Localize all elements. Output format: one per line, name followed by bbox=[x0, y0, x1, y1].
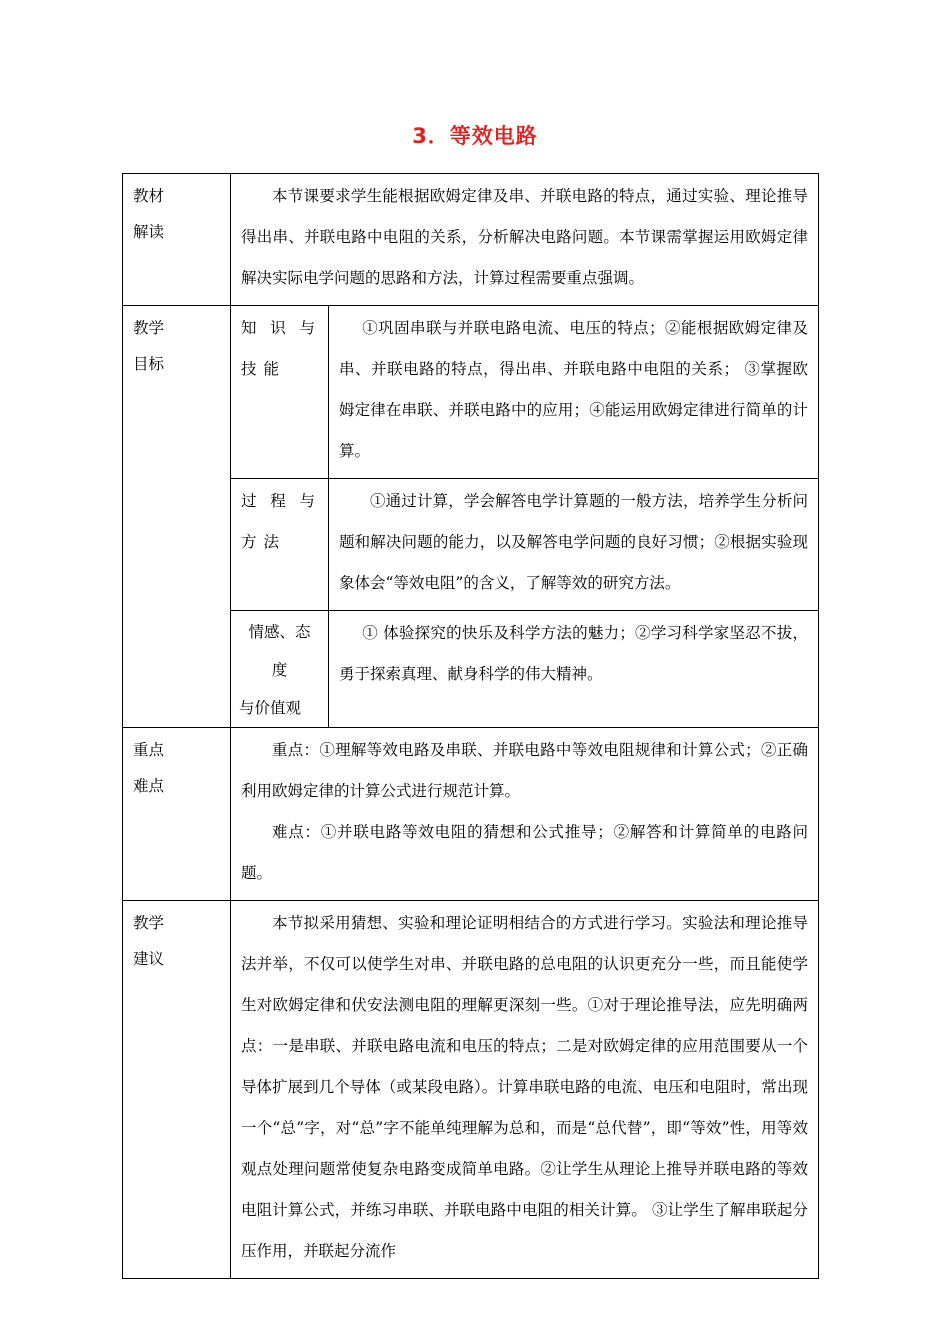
paragraph: 重点：①理解等效电路及串联、并联电路中等效电阻规律和计算公式；②正确利用欧姆定律的计算公式进行规范计算。 bbox=[241, 741, 808, 800]
row-content bbox=[231, 728, 819, 901]
sub-label-line: 与价值观 bbox=[239, 699, 302, 717]
paragraph: 本节拟采用猜想、实验和理论证明相结合的方式进行学习。实验法和理论推导法并举，不仅可以使学生对串、并联电路的总电阻的认识更充分一些，而且能使学生对欧姆定律和伏安法测电阻的理解更深刻一些。①对于理论推导法，应先明确两点：一是串联、并联电路电流和电压的特点；二是对欧姆定律的应用范围要从一个导体扩展到几个导体（或某段电路）。计算串联电路的电流、电压和电阻时，常出现一个“总”字，对“总”字不能单纯理解为总和，而是“总代替”，即“等效”性，用等效观点处理问题常使复杂电路变成简单电路。②让学生从理论上推导并联电路的等效电阻计算公式，并练习串联、并联电路中电阻的相关计算。 ③让学生了解串联起分压作用，并联起分流作 bbox=[241, 914, 808, 1260]
row-label bbox=[123, 174, 231, 306]
row-label-line: 难点 bbox=[133, 777, 165, 795]
sub-label bbox=[231, 611, 329, 728]
row-label bbox=[123, 306, 231, 728]
page-title: 3．等效电路 bbox=[412, 124, 538, 148]
row-label bbox=[123, 728, 231, 901]
row-label-line: 教学 bbox=[133, 914, 165, 932]
sub-content bbox=[329, 611, 819, 728]
row-label bbox=[123, 901, 231, 1279]
paragraph: ①通过计算，学会解答电学计算题的一般方法，培养学生分析问题和解决问题的能力，以及解答电学问题的良好习惯；②根据实验现象体会“等效电阻”的含义，了解等效的研究方法。 bbox=[339, 492, 808, 592]
row-content bbox=[231, 174, 819, 306]
row-textbook-interpretation bbox=[123, 174, 819, 306]
row-label-line: 解读 bbox=[133, 223, 165, 241]
paragraph: 难点：①并联电路等效电阻的猜想和公式推导；②解答和计算简单的电路问题。 bbox=[241, 823, 808, 882]
row-label-line: 教材 bbox=[133, 187, 165, 205]
row-teaching-goal-knowledge bbox=[123, 306, 819, 479]
sub-label-line: 情感、态 bbox=[248, 623, 311, 641]
row-label-line: 目标 bbox=[133, 355, 165, 373]
row-content bbox=[231, 901, 819, 1279]
sub-content bbox=[329, 479, 819, 611]
paragraph: 本节课要求学生能根据欧姆定律及串、并联电路的特点，通过实验、理论推导得出串、并联电路中电阻的关系，分析解决电路问题。本节课需掌握运用欧姆定律解决实际电学问题的思路和方法，计算过程需要重点强调。 bbox=[241, 187, 808, 287]
paragraph: ① 体验探究的快乐及科学方法的魅力；②学习科学家坚忍不拔，勇于探索真理、献身科学的伟大精神。 bbox=[339, 624, 808, 683]
row-label-line: 教学 bbox=[133, 319, 165, 337]
sub-content bbox=[329, 306, 819, 479]
sub-label-line: 度 bbox=[271, 661, 288, 679]
row-label-line: 重点 bbox=[133, 741, 165, 759]
row-key-difficult-points bbox=[123, 728, 819, 901]
sub-label: 过程与方法 bbox=[231, 479, 329, 611]
row-label-line: 建议 bbox=[133, 950, 165, 968]
paragraph: ①巩固串联与并联电路电流、电压的特点；②能根据欧姆定律及串、并联电路的特点，得出串、并联电路中电阻的关系； ③掌握欧姆定律在串联、并联电路中的应用；④能运用欧姆定律进行简单的计算。 bbox=[339, 319, 808, 460]
row-teaching-suggestions bbox=[123, 901, 819, 1279]
lesson-plan-table bbox=[122, 173, 819, 1279]
sub-label: 知识与技能 bbox=[231, 306, 329, 479]
